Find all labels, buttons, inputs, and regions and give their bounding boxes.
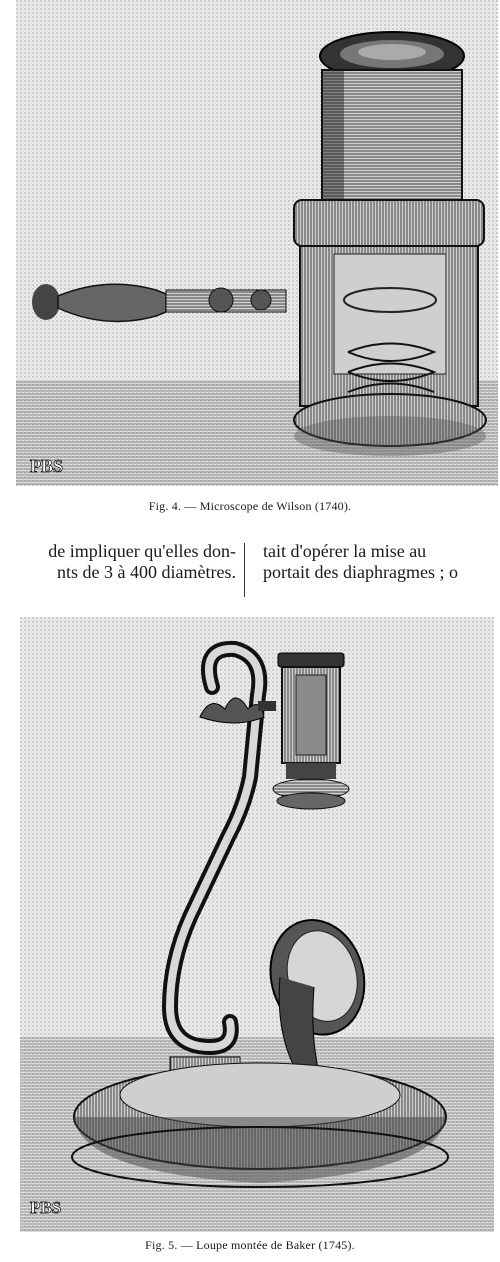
figure-caption: Fig. 4. — Microscope de Wilson (1740). [148, 499, 352, 513]
figure-wilson-microscope [16, 0, 498, 486]
text-column-right [255, 541, 500, 601]
text-column-left [0, 541, 236, 601]
column-divider [244, 543, 245, 597]
text-line: tait d'opérer la mise au [263, 541, 427, 561]
figure-caption: Fig. 5. — Loupe montée de Baker (1745). [145, 1238, 355, 1252]
text-line: de impliquer qu'elles don- [48, 541, 236, 561]
wilson-microscope-engraving [16, 0, 498, 486]
figure-baker-loupe [20, 617, 494, 1232]
engraver-signature: PBS [30, 1198, 62, 1217]
text-line: nts de 3 à 400 diamètres. [57, 562, 236, 582]
engraver-signature: PBS [30, 456, 64, 476]
text-line: portait des diaphragmes ; o [263, 562, 458, 582]
baker-loupe-engraving [20, 617, 494, 1232]
